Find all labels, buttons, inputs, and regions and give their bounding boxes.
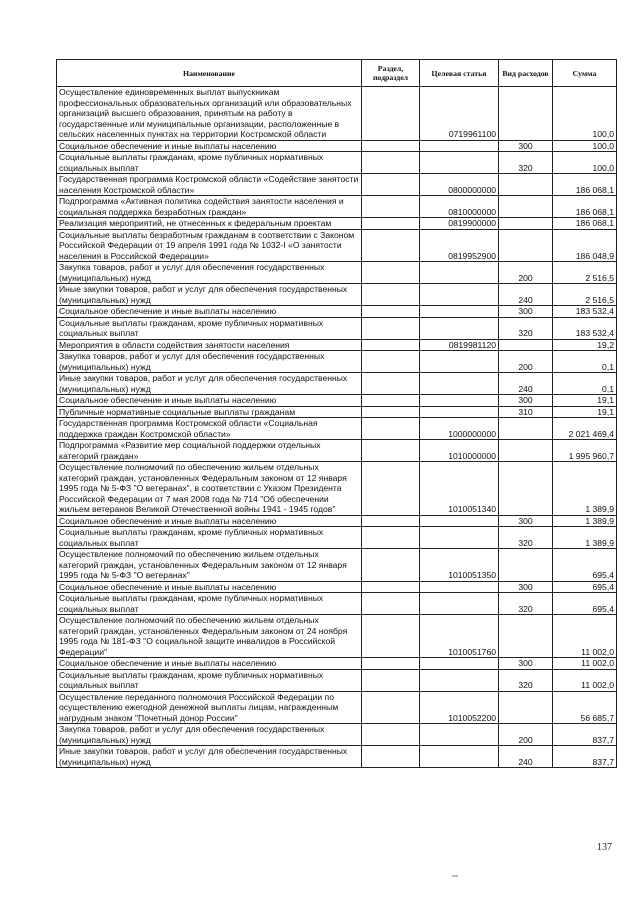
cell-section xyxy=(362,746,420,768)
cell-name: Иные закупки товаров, работ и услуг для обеспечения государственных (муниципальных) нужд xyxy=(57,284,362,306)
cell-sum: 0,1 xyxy=(553,351,617,373)
cell-target xyxy=(420,284,499,306)
cell-kind: 300 xyxy=(499,395,553,407)
cell-target xyxy=(420,658,499,670)
cell-kind xyxy=(499,615,553,658)
cell-target xyxy=(420,306,499,318)
cell-sum: 183 532,4 xyxy=(553,317,617,339)
cell-target: 1010051760 xyxy=(420,615,499,658)
cell-target xyxy=(420,593,499,615)
cell-kind: 240 xyxy=(499,373,553,395)
cell-target: 1010051340 xyxy=(420,462,499,516)
cell-sum: 2 516,5 xyxy=(553,284,617,306)
budget-table xyxy=(56,59,617,768)
page-number: 137 xyxy=(597,842,612,853)
table-row xyxy=(57,658,617,670)
table-row xyxy=(57,140,617,152)
cell-sum: 11 002,0 xyxy=(553,669,617,691)
cell-sum: 837,7 xyxy=(553,724,617,746)
cell-name: Реализация мероприятий, не отнесенных к федеральным проектам xyxy=(57,218,362,230)
cell-sum: 186 068,1 xyxy=(553,218,617,230)
cell-name: Подпрограмма «Развитие мер социальной поддержки отдельных категорий граждан» xyxy=(57,440,362,462)
cell-target: 1010051350 xyxy=(420,549,499,582)
cell-sum: 1 389,9 xyxy=(553,462,617,516)
table-row xyxy=(57,218,617,230)
cell-sum: 183 532,4 xyxy=(553,306,617,318)
cell-section xyxy=(362,440,420,462)
cell-sum: 56 685,7 xyxy=(553,691,617,724)
cell-name: Иные закупки товаров, работ и услуг для обеспечения государственных (муниципальных) нужд xyxy=(57,746,362,768)
cell-section xyxy=(362,229,420,262)
table-row xyxy=(57,724,617,746)
cell-section xyxy=(362,152,420,174)
table-row xyxy=(57,691,617,724)
table-row xyxy=(57,581,617,593)
header-name: Наименование xyxy=(57,60,362,87)
table-row xyxy=(57,746,617,768)
cell-target xyxy=(420,669,499,691)
cell-target: 0819981120 xyxy=(420,339,499,351)
cell-section xyxy=(362,317,420,339)
cell-target xyxy=(420,395,499,407)
table-row xyxy=(57,196,617,218)
table-row xyxy=(57,339,617,351)
cell-section xyxy=(362,395,420,407)
cell-sum: 0,1 xyxy=(553,373,617,395)
cell-name: Осуществление переданного полномочия Российской Федерации по осуществлению ежегодной денежной выплаты лицам, награжденным нагрудным знаком "Почетный донор России" xyxy=(57,691,362,724)
cell-sum: 19,1 xyxy=(553,406,617,418)
cell-name: Социальное обеспечение и иные выплаты населению xyxy=(57,306,362,318)
header-target: Целевая статья xyxy=(420,60,499,87)
header-section: Раздел, подраздел xyxy=(362,60,420,87)
table-row xyxy=(57,418,617,440)
cell-sum: 1 389,9 xyxy=(553,515,617,527)
cell-kind xyxy=(499,196,553,218)
cell-section xyxy=(362,724,420,746)
table-row xyxy=(57,515,617,527)
table-row xyxy=(57,262,617,284)
cell-name: Осуществление единовременных выплат выпускникам профессиональных образовательных организаций или образовательных организаций высшего образования, принятым на работу в государственные или муниципальные организации, расположенные в сельских населенных пунктах на территории Костромской области xyxy=(57,87,362,141)
table-row xyxy=(57,284,617,306)
cell-kind xyxy=(499,462,553,516)
cell-sum: 11 002,0 xyxy=(553,658,617,670)
cell-section xyxy=(362,284,420,306)
cell-kind: 320 xyxy=(499,317,553,339)
document-page xyxy=(56,59,616,768)
cell-section xyxy=(362,527,420,549)
cell-name: Социальные выплаты гражданам, кроме публичных нормативных социальных выплат xyxy=(57,669,362,691)
table-row xyxy=(57,440,617,462)
table-row xyxy=(57,462,617,516)
cell-section xyxy=(362,462,420,516)
cell-sum: 695,4 xyxy=(553,549,617,582)
cell-target xyxy=(420,262,499,284)
cell-target: 0719961100 xyxy=(420,87,499,141)
cell-kind xyxy=(499,418,553,440)
cell-name: Подпрограмма «Активная политика содействия занятости населения и социальная поддержка безработных граждан» xyxy=(57,196,362,218)
cell-kind: 200 xyxy=(499,262,553,284)
cell-sum: 2 516,5 xyxy=(553,262,617,284)
cell-name: Социальное обеспечение и иные выплаты населению xyxy=(57,581,362,593)
cell-section xyxy=(362,406,420,418)
cell-kind: 300 xyxy=(499,515,553,527)
cell-name: Социальное обеспечение и иные выплаты населению xyxy=(57,515,362,527)
cell-target xyxy=(420,746,499,768)
cell-target xyxy=(420,515,499,527)
cell-name: Мероприятия в области содействия занятости населения xyxy=(57,339,362,351)
table-row xyxy=(57,152,617,174)
cell-kind: 320 xyxy=(499,669,553,691)
cell-name: Социальные выплаты безработным гражданам в соответствии с Законом Российской Федерации от 19 апреля 1991 года № 1032-I «О занятости населения в Российской Федерации» xyxy=(57,229,362,262)
cell-name: Социальные выплаты гражданам, кроме публичных нормативных социальных выплат xyxy=(57,317,362,339)
cell-kind xyxy=(499,218,553,230)
cell-section xyxy=(362,351,420,373)
cell-sum: 186 068,1 xyxy=(553,174,617,196)
cell-sum: 695,4 xyxy=(553,581,617,593)
cell-kind: 300 xyxy=(499,140,553,152)
cell-kind: 320 xyxy=(499,152,553,174)
cell-name: Социальное обеспечение и иные выплаты населению xyxy=(57,658,362,670)
cell-section xyxy=(362,339,420,351)
cell-name: Закупка товаров, работ и услуг для обеспечения государственных (муниципальных) нужд xyxy=(57,351,362,373)
cell-kind: 300 xyxy=(499,581,553,593)
cell-section xyxy=(362,515,420,527)
cell-target xyxy=(420,317,499,339)
table-body xyxy=(57,87,617,768)
cell-name: Социальное обеспечение и иные выплаты населению xyxy=(57,140,362,152)
cell-kind xyxy=(499,440,553,462)
table-row xyxy=(57,317,617,339)
table-row xyxy=(57,395,617,407)
cell-name: Иные закупки товаров, работ и услуг для обеспечения государственных (муниципальных) нужд xyxy=(57,373,362,395)
cell-kind xyxy=(499,229,553,262)
scan-mark xyxy=(452,875,458,877)
cell-section xyxy=(362,262,420,284)
cell-section xyxy=(362,691,420,724)
cell-target xyxy=(420,724,499,746)
cell-target xyxy=(420,152,499,174)
table-row xyxy=(57,174,617,196)
table-row xyxy=(57,593,617,615)
header-sum: Сумма xyxy=(553,60,617,87)
cell-kind: 320 xyxy=(499,593,553,615)
cell-target xyxy=(420,527,499,549)
cell-target: 0800000000 xyxy=(420,174,499,196)
cell-kind: 200 xyxy=(499,351,553,373)
cell-sum: 186 048,9 xyxy=(553,229,617,262)
cell-target xyxy=(420,140,499,152)
table-row xyxy=(57,549,617,582)
cell-sum: 19,1 xyxy=(553,395,617,407)
table-row xyxy=(57,306,617,318)
cell-section xyxy=(362,658,420,670)
cell-section xyxy=(362,140,420,152)
cell-sum: 1 389,9 xyxy=(553,527,617,549)
cell-sum: 100,0 xyxy=(553,87,617,141)
table-header xyxy=(57,60,617,87)
cell-kind: 310 xyxy=(499,406,553,418)
cell-target: 0819952900 xyxy=(420,229,499,262)
cell-name: Осуществление полномочий по обеспечению жильем отдельных категорий граждан, установленных Федеральным законом от 12 января 1995 года № 5-ФЗ "О ветеранах" xyxy=(57,549,362,582)
cell-section xyxy=(362,218,420,230)
cell-section xyxy=(362,373,420,395)
cell-kind: 240 xyxy=(499,746,553,768)
cell-target xyxy=(420,373,499,395)
header-kind: Вид расходов xyxy=(499,60,553,87)
cell-kind xyxy=(499,87,553,141)
cell-kind: 200 xyxy=(499,724,553,746)
cell-sum: 837,7 xyxy=(553,746,617,768)
table-row xyxy=(57,229,617,262)
cell-target xyxy=(420,581,499,593)
cell-sum: 2 021 469,4 xyxy=(553,418,617,440)
cell-sum: 19,2 xyxy=(553,339,617,351)
cell-section xyxy=(362,418,420,440)
table-row xyxy=(57,373,617,395)
cell-section xyxy=(362,593,420,615)
cell-name: Государственная программа Костромской области «Содействие занятости населения Костромской области» xyxy=(57,174,362,196)
cell-name: Осуществление полномочий по обеспечению жильем отдельных категорий граждан, установленных Федеральным законом от 24 ноября 1995 года № 181-ФЗ "О социальной защите инвалидов в Российской Федерации" xyxy=(57,615,362,658)
cell-target xyxy=(420,406,499,418)
header-row xyxy=(57,60,617,87)
cell-section xyxy=(362,306,420,318)
table-row xyxy=(57,87,617,141)
cell-name: Социальные выплаты гражданам, кроме публичных нормативных социальных выплат xyxy=(57,593,362,615)
cell-kind xyxy=(499,549,553,582)
cell-name: Публичные нормативные социальные выплаты гражданам xyxy=(57,406,362,418)
cell-target: 0810000000 xyxy=(420,196,499,218)
cell-target: 1010000000 xyxy=(420,440,499,462)
cell-section xyxy=(362,196,420,218)
cell-name: Закупка товаров, работ и услуг для обеспечения государственных (муниципальных) нужд xyxy=(57,262,362,284)
table-row xyxy=(57,351,617,373)
cell-section xyxy=(362,87,420,141)
cell-name: Социальное обеспечение и иные выплаты населению xyxy=(57,395,362,407)
cell-sum: 1 995 960,7 xyxy=(553,440,617,462)
cell-kind: 240 xyxy=(499,284,553,306)
cell-kind: 300 xyxy=(499,306,553,318)
cell-name: Государственная программа Костромской области «Социальная поддержка граждан Костромской области» xyxy=(57,418,362,440)
cell-sum: 100,0 xyxy=(553,140,617,152)
cell-target xyxy=(420,351,499,373)
cell-kind xyxy=(499,691,553,724)
cell-kind: 320 xyxy=(499,527,553,549)
cell-section xyxy=(362,581,420,593)
table-row xyxy=(57,669,617,691)
cell-kind: 300 xyxy=(499,658,553,670)
cell-target: 0819900000 xyxy=(420,218,499,230)
table-row xyxy=(57,527,617,549)
cell-target: 1010052200 xyxy=(420,691,499,724)
cell-name: Социальные выплаты гражданам, кроме публичных нормативных социальных выплат xyxy=(57,152,362,174)
cell-kind xyxy=(499,339,553,351)
cell-section xyxy=(362,549,420,582)
cell-sum: 11 002,0 xyxy=(553,615,617,658)
cell-target: 1000000000 xyxy=(420,418,499,440)
cell-sum: 186 068,1 xyxy=(553,196,617,218)
cell-kind xyxy=(499,174,553,196)
cell-name: Осуществление полномочий по обеспечению жильем отдельных категорий граждан, установленных Федеральным законом от 12 января 1995 года № 5-ФЗ "О ветеранах", в соответствии с Указом Президента Российской Федерации от 7 мая 2008 года № 714 "Об обеспечении жильем ветеранов Великой Отечественной войны 1941 - 1945 годов" xyxy=(57,462,362,516)
cell-sum: 695,4 xyxy=(553,593,617,615)
table-row xyxy=(57,406,617,418)
cell-name: Закупка товаров, работ и услуг для обеспечения государственных (муниципальных) нужд xyxy=(57,724,362,746)
cell-section xyxy=(362,174,420,196)
cell-name: Социальные выплаты гражданам, кроме публичных нормативных социальных выплат xyxy=(57,527,362,549)
cell-sum: 100,0 xyxy=(553,152,617,174)
cell-section xyxy=(362,615,420,658)
table-row xyxy=(57,615,617,658)
cell-section xyxy=(362,669,420,691)
